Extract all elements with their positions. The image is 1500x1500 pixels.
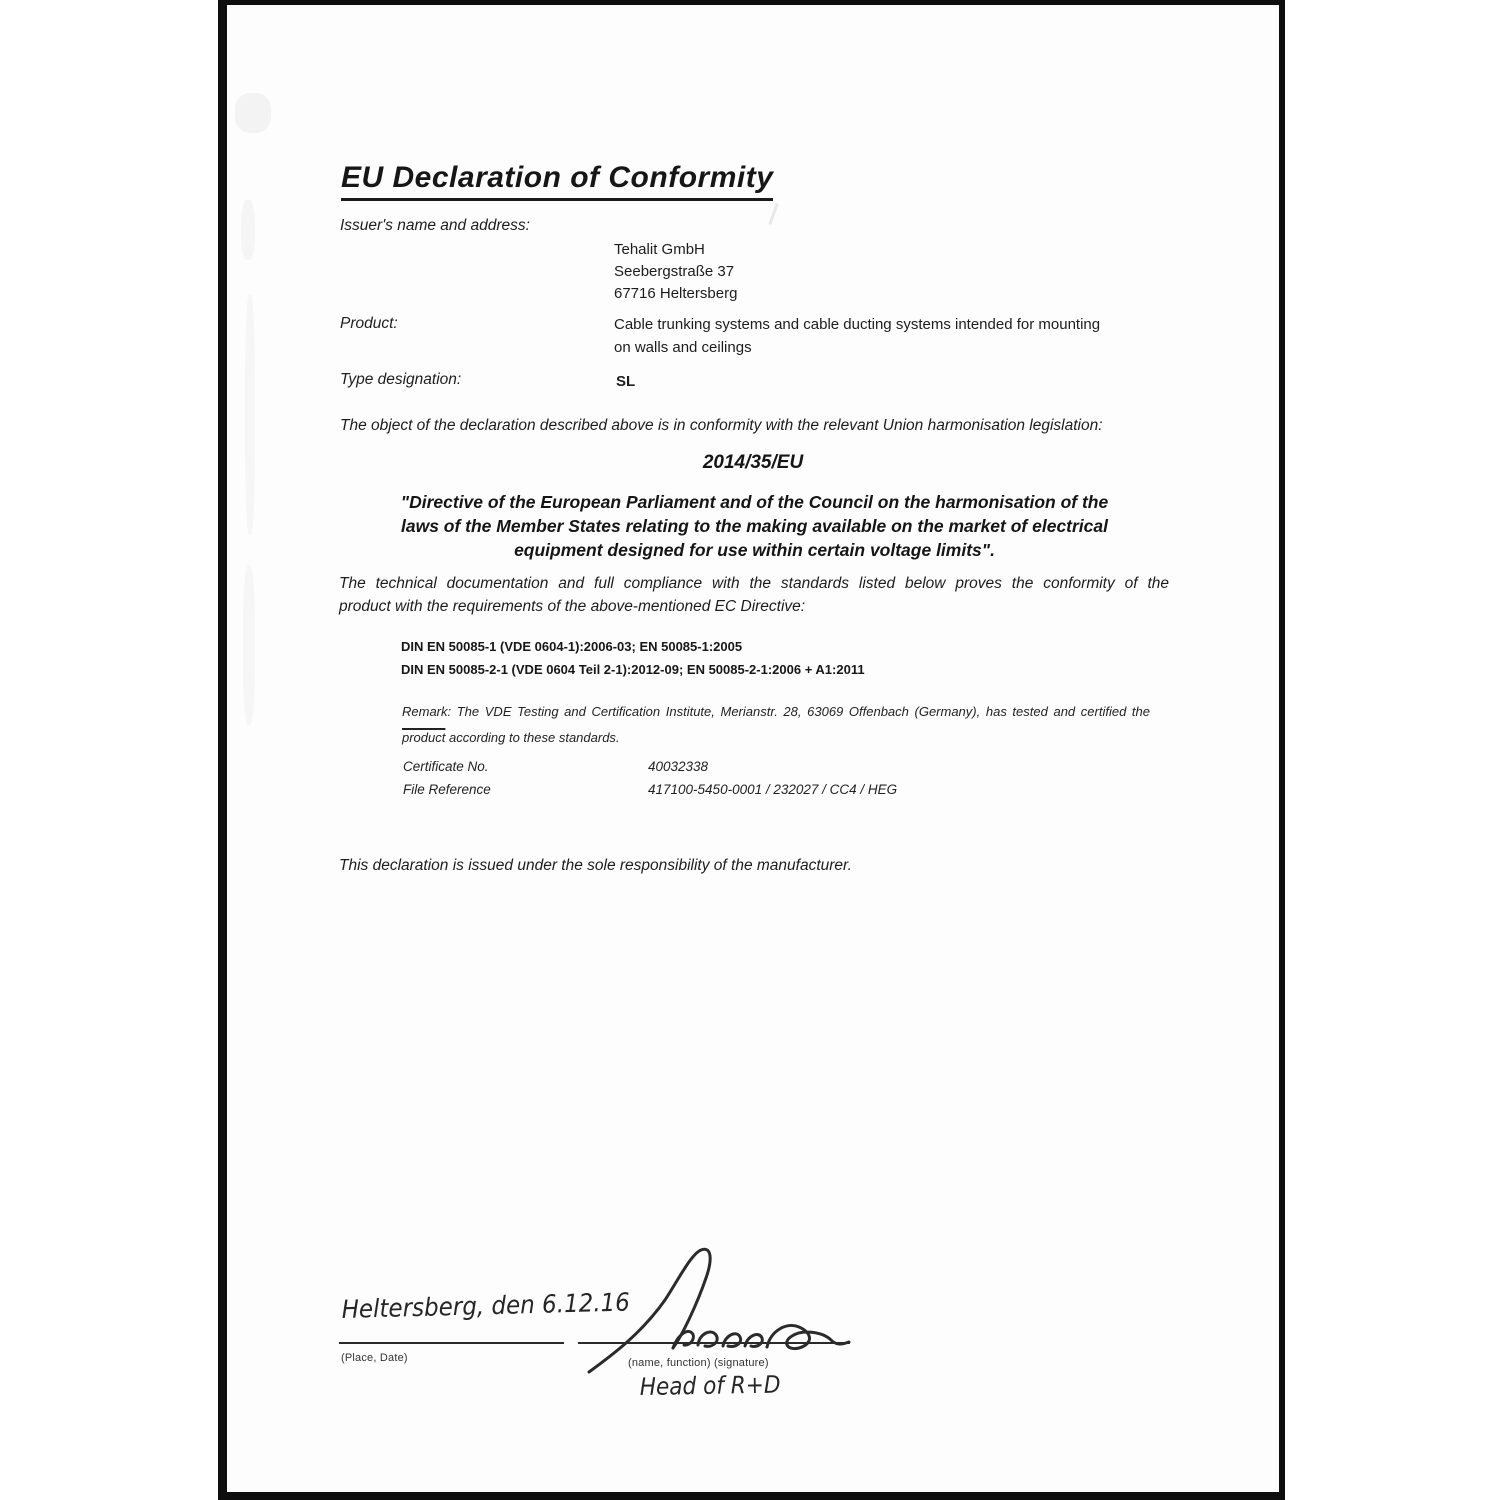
function-handwriting: Head of R+D xyxy=(639,1370,781,1401)
name-function-label: (name, function) (signature) xyxy=(628,1357,769,1369)
remark xyxy=(402,699,1150,751)
issuer-label: Issuer's name and address: xyxy=(340,217,530,234)
remark-suffix: according to these standards. xyxy=(445,730,620,745)
remark-line xyxy=(402,725,1150,751)
file-reference-value: 417100-5450-0001 / 232027 / CC4 / HEG xyxy=(648,782,898,797)
conformity-intro: The object of the declaration described above is in conformity with the relevant Union harmonisation legislation: xyxy=(340,417,1103,434)
directive-quote xyxy=(282,490,1227,562)
page-title: EU Declaration of Conformity xyxy=(341,161,773,201)
technical-paragraph-line: product with the requirements of the above-mentioned EC Directive: xyxy=(339,598,806,615)
certificate-no-value: 40032338 xyxy=(648,759,709,774)
scan-artifact xyxy=(245,295,255,535)
remark-overlined-word: product xyxy=(402,730,446,745)
technical-paragraph-line: The technical documentation and full compliance with the standards listed below proves the conformity of the xyxy=(339,575,1169,592)
type-designation-label: Type designation: xyxy=(340,371,462,388)
issuer-city: 67716 Heltersberg xyxy=(614,285,738,302)
product-label: Product: xyxy=(340,315,398,332)
directive-quote-line: "Directive of the European Parliament and of the Council on the harmonisation of the xyxy=(400,492,1109,512)
product-value xyxy=(614,313,1124,359)
scan-artifact xyxy=(243,565,255,725)
responsibility-statement: This declaration is issued under the sole responsibility of the manufacturer. xyxy=(339,857,852,874)
scan-artifact xyxy=(241,200,255,260)
file-reference-label: File Reference xyxy=(403,782,491,797)
technical-paragraph xyxy=(339,572,1169,618)
product-value-line: Cable trunking systems and cable ducting systems intended for mounting xyxy=(614,316,1101,333)
directive-number: 2014/35/EU xyxy=(702,452,804,473)
place-date-label: (Place, Date) xyxy=(341,1352,408,1364)
remark-line: Remark: The VDE Testing and Certification Institute, Merianstr. 28, 63069 Offenbach (Germany), has tested and certified the xyxy=(402,704,1150,719)
document-page xyxy=(218,0,1285,1500)
issuer-name: Tehalit GmbH xyxy=(614,241,705,258)
scan-artifact xyxy=(768,203,778,225)
standard-line: DIN EN 50085-1 (VDE 0604-1):2006-03; EN 50085-1:2005 xyxy=(401,639,743,654)
place-date-handwriting: Heltersberg, den 6.12.16 xyxy=(341,1287,631,1324)
standards-list xyxy=(401,635,865,681)
issuer-address xyxy=(614,239,737,305)
directive-quote-line: equipment designed for use within certain voltage limits". xyxy=(514,540,995,560)
standard-line: DIN EN 50085-2-1 (VDE 0604 Teil 2-1):2012-09; EN 50085-2-1:2006 + A1:2011 xyxy=(401,662,865,677)
directive-quote-line: laws of the Member States relating to the making available on the market of electrical xyxy=(400,516,1108,536)
issuer-street: Seebergstraße 37 xyxy=(614,263,735,280)
product-value-line: on walls and ceilings xyxy=(614,339,752,356)
place-date-signature-line xyxy=(339,1342,564,1344)
scan-artifact xyxy=(235,93,271,133)
type-designation-value: SL xyxy=(616,373,636,390)
certificate-no-label: Certificate No. xyxy=(403,759,489,774)
